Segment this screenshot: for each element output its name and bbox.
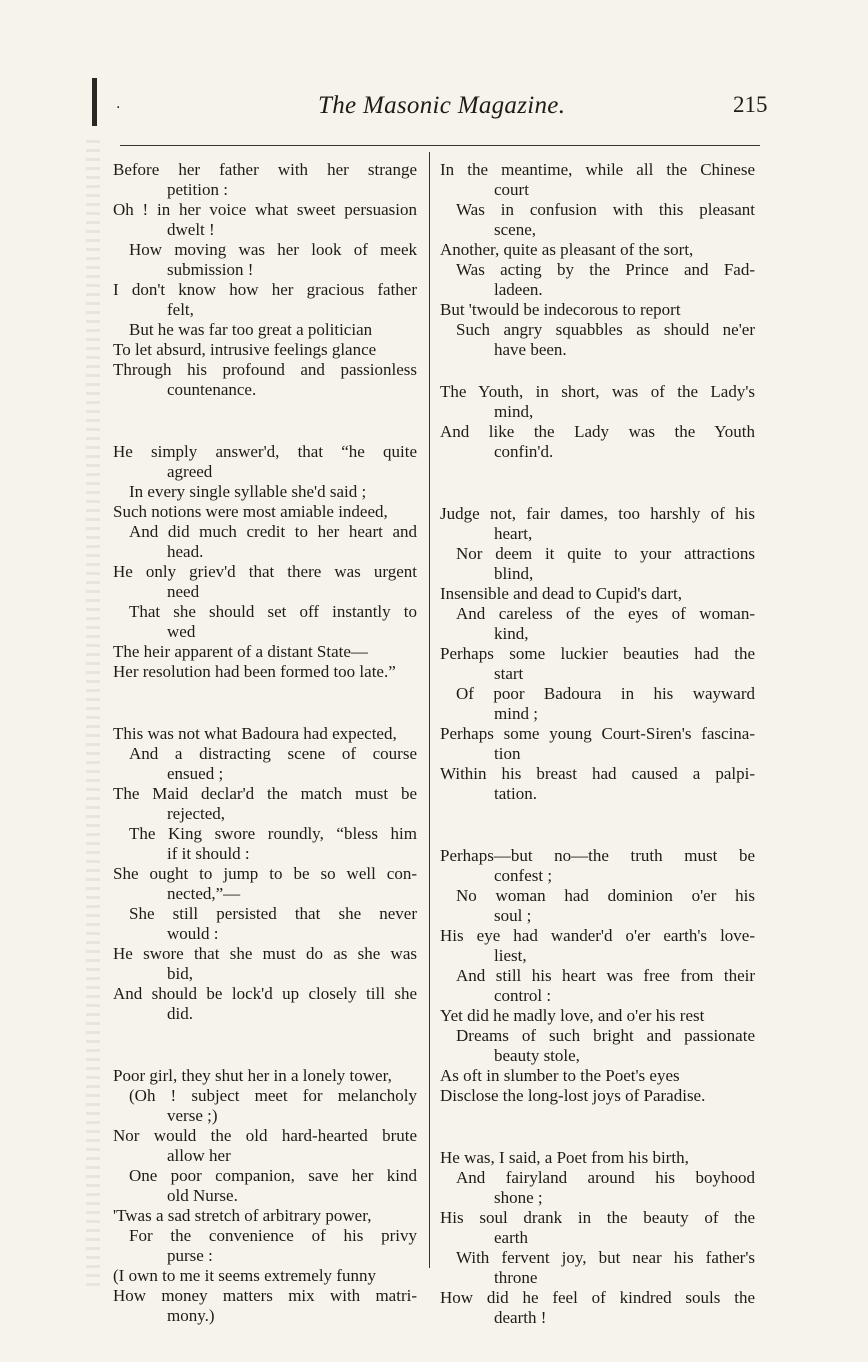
verse-line: countenance. [167, 380, 257, 399]
verse-line: rejected, [167, 804, 226, 823]
verse-line: earth [494, 1228, 528, 1247]
column-divider [429, 152, 430, 1268]
verse-line: How moving was her look of meek [129, 240, 417, 259]
verse-line: soul ; [494, 906, 532, 925]
verse-line: Through his profound and passionless [113, 360, 417, 379]
verse-line: start [494, 664, 524, 683]
stanza [113, 442, 417, 682]
verse-line: mind, [494, 402, 534, 421]
verse-line: if it should : [167, 844, 250, 863]
verse-line: Judge not, fair dames, too harshly of his [440, 504, 755, 523]
header-dot: · [116, 100, 121, 116]
verse-line: Dreams of such bright and passionate [456, 1026, 755, 1045]
verse-line: The King swore roundly, “bless him [129, 824, 417, 843]
stanza [113, 1066, 417, 1326]
verse-line: liest, [494, 946, 527, 965]
verse-line: How money matters mix with matri- [113, 1286, 417, 1305]
verse-line: ensued ; [167, 764, 224, 783]
verse-line: The Youth, in short, was of the Lady's [440, 382, 755, 401]
verse-line: allow her [167, 1146, 231, 1165]
verse-line: For the convenience of his privy [129, 1226, 417, 1245]
verse-line: dwelt ! [167, 220, 215, 239]
verse-line: court [494, 180, 529, 199]
verse-line: Such angry squabbles as should ne'er [456, 320, 755, 339]
verse-line: tation. [494, 784, 537, 803]
verse-line: Yet did he madly love, and o'er his rest [440, 1006, 705, 1025]
verse-line: This was not what Badoura had expected, [113, 724, 397, 743]
verse-line: Perhaps—but no—the truth must be [440, 846, 755, 865]
verse-line: purse : [167, 1246, 213, 1265]
verse-line: And should be lock'd up closely till she [113, 984, 417, 1003]
verse-line: tion [494, 744, 521, 763]
verse-line: confin'd. [494, 442, 554, 461]
verse-line: And fairyland around his boyhood [456, 1168, 755, 1187]
verse-line: His eye had wander'd o'er earth's love- [440, 926, 755, 945]
verse-line: mind ; [494, 704, 538, 723]
verse-line: That she should set off instantly to [129, 602, 417, 621]
verse-line: blind, [494, 564, 534, 583]
stanza [440, 382, 755, 462]
verse-line: He simply answer'd, that “he quite [113, 442, 417, 461]
verse-line: And did much credit to her heart and [129, 522, 417, 541]
verse-line: Perhaps some luckier beauties had the [440, 644, 755, 663]
verse-line: In every single syllable she'd said ; [129, 482, 367, 501]
stanza [440, 846, 755, 1106]
verse-line: The heir apparent of a distant State— [113, 642, 368, 661]
verse-line: Was acting by the Prince and Fad- [456, 260, 755, 279]
stanza [440, 504, 755, 804]
verse-line: One poor companion, save her kind [129, 1166, 417, 1185]
verse-line: throne [494, 1268, 538, 1287]
verse-line: Before her father with her strange [113, 160, 417, 179]
verse-line: beauty stole, [494, 1046, 580, 1065]
running-title: The Masonic Magazine. [318, 92, 566, 119]
verse-line: With fervent joy, but near his father's [456, 1248, 755, 1267]
verse-line: She ought to jump to be so well con- [113, 864, 417, 883]
stanza [113, 724, 417, 1024]
verse-line: kind, [494, 624, 529, 643]
verse-line: Another, quite as pleasant of the sort, [440, 240, 694, 259]
verse-line: did. [167, 1004, 193, 1023]
verse-line: dearth ! [494, 1308, 547, 1327]
verse-line: Nor would the old hard-hearted brute [113, 1126, 417, 1145]
verse-line: Nor deem it quite to your attractions [456, 544, 755, 563]
verse-line: bid, [167, 964, 193, 983]
verse-line: have been. [494, 340, 567, 359]
verse-line: (Oh ! subject meet for melancholy [129, 1086, 417, 1105]
verse-line: Of poor Badoura in his wayward [456, 684, 755, 703]
verse-line: petition : [167, 180, 228, 199]
verse-line: He only griev'd that there was urgent [113, 562, 417, 581]
verse-line: Her resolution had been formed too late.” [113, 662, 396, 681]
verse-line: Within his breast had caused a palpi- [440, 764, 755, 783]
verse-line: He swore that she must do as she was [113, 944, 417, 963]
verse-line: 'Twas a sad stretch of arbitrary power, [113, 1206, 372, 1225]
verse-line: wed [167, 622, 196, 641]
verse-line: Poor girl, they shut her in a lonely tower, [113, 1066, 392, 1085]
stanza [440, 160, 755, 360]
right-column [440, 160, 755, 1328]
verse-line: Perhaps some young Court-Siren's fascina- [440, 724, 755, 743]
verse-line: And still his heart was free from their [456, 966, 755, 985]
verse-line: would : [167, 924, 219, 943]
stanza-gap [440, 462, 755, 504]
stanza-gap [440, 804, 755, 846]
verse-line: The Maid declar'd the match must be [113, 784, 417, 803]
margin-mark [92, 78, 97, 126]
stanza-gap [113, 1024, 417, 1066]
verse-line: Oh ! in her voice what sweet persuasion [113, 200, 417, 219]
verse-line: control : [494, 986, 552, 1005]
verse-line: And like the Lady was the Youth [440, 422, 755, 441]
verse-line: verse ;) [167, 1106, 218, 1125]
verse-line: heart, [494, 524, 533, 543]
verse-line: And careless of the eyes of woman- [456, 604, 755, 623]
verse-line: head. [167, 542, 204, 561]
verse-line: ladeen. [494, 280, 543, 299]
verse-line: mony.) [167, 1306, 215, 1325]
verse-line: He was, I said, a Poet from his birth, [440, 1148, 689, 1167]
stanza-gap [113, 400, 417, 442]
stanza [113, 160, 417, 400]
verse-line: But 'twould be indecorous to report [440, 300, 681, 319]
verse-line: Was in confusion with this pleasant [456, 200, 755, 219]
verse-line: confest ; [494, 866, 553, 885]
left-column [113, 160, 417, 1326]
stanza-gap [440, 1106, 755, 1148]
verse-line: I don't know how her gracious father [113, 280, 417, 299]
verse-line: She still persisted that she never [129, 904, 417, 923]
page-number: 215 [733, 92, 768, 117]
verse-line: Such notions were most amiable indeed, [113, 502, 388, 521]
stanza-gap [440, 360, 755, 382]
verse-line: Insensible and dead to Cupid's dart, [440, 584, 682, 603]
verse-line: agreed [167, 462, 213, 481]
verse-line: As oft in slumber to the Poet's eyes [440, 1066, 680, 1085]
header-rule [120, 145, 760, 146]
verse-line: And a distracting scene of course [129, 744, 417, 763]
verse-line: need [167, 582, 200, 601]
verse-line: Disclose the long-lost joys of Paradise. [440, 1086, 706, 1105]
verse-line: felt, [167, 300, 194, 319]
verse-line: But he was far too great a politician [129, 320, 373, 339]
verse-line: old Nurse. [167, 1186, 238, 1205]
stanza-gap [113, 682, 417, 724]
verse-line: His soul drank in the beauty of the [440, 1208, 755, 1227]
stanza [440, 1148, 755, 1328]
verse-line: shone ; [494, 1188, 543, 1207]
verse-line: (I own to me it seems extremely funny [113, 1266, 376, 1285]
verse-line: nected,”— [167, 884, 241, 903]
verse-line: No woman had dominion o'er his [456, 886, 755, 905]
verse-line: How did he feel of kindred souls the [440, 1288, 755, 1307]
binding-shadow [86, 140, 100, 1290]
verse-line: submission ! [167, 260, 254, 279]
verse-line: To let absurd, intrusive feelings glance [113, 340, 377, 359]
verse-line: In the meantime, while all the Chinese [440, 160, 755, 179]
verse-line: scene, [494, 220, 537, 239]
